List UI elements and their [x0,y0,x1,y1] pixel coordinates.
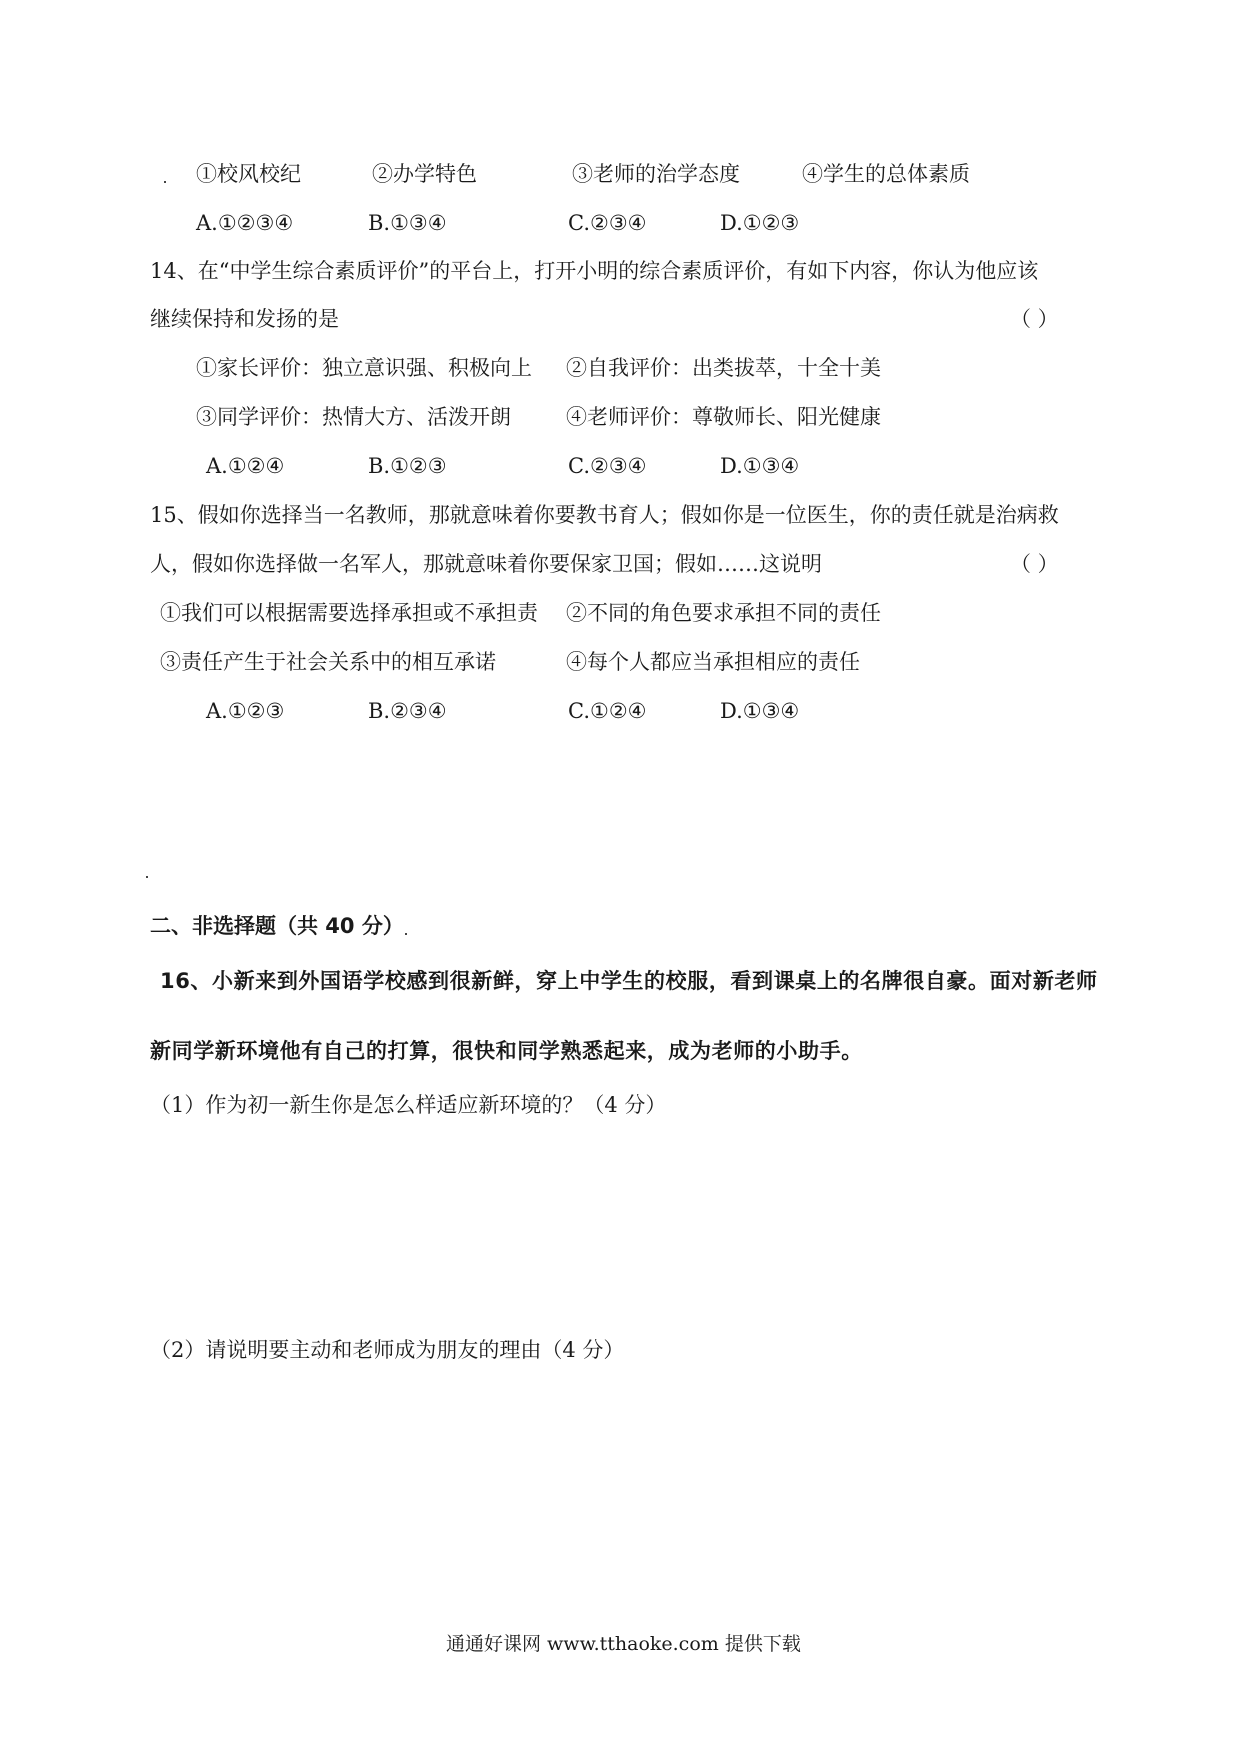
q15-stem-line-1: 15、假如你选择当一名教师，那就意味着你要教书育人；假如你是一位医生，你的责任就是治病救 [150,503,1059,527]
q15-item-3: ③责任产生于社会关系中的相互承诺 [160,650,496,674]
q14-option-b: B.①②③ [368,454,447,478]
q14-stem-line-1: 14、在“中学生综合素质评价”的平台上，打开小明的综合素质评价，有如下内容，你认为他应该 [150,259,1039,283]
q15-option-b: B.②③④ [368,699,447,723]
q14-option-a: A.①②④ [206,454,285,478]
q13-item-2: ②办学特色 [372,162,477,186]
q13-option-d: D.①②③ [720,211,800,235]
q14-answer-blank: （ ） [1010,307,1059,331]
q14-item-2: ②自我评价：出类拔萃，十全十美 [566,356,881,380]
scan-mark [164,181,166,183]
q14-option-d: D.①③④ [720,454,800,478]
q14-stem-line-2: 继续保持和发扬的是 [150,307,339,331]
section-heading: 二、非选择题（共 40 分） [150,914,404,938]
q16-subquestion-2: （2）请说明要主动和老师成为朋友的理由（4 分） [150,1338,625,1362]
q15-item-4: ④每个人都应当承担相应的责任 [566,650,860,674]
q13-option-c: C.②③④ [568,211,647,235]
q15-item-2: ②不同的角色要求承担不同的责任 [566,601,881,625]
q15-option-d: D.①③④ [720,699,800,723]
q13-item-4: ④学生的总体素质 [802,162,970,186]
q16-stem-line-1: 16、小新来到外国语学校感到很新鲜，穿上中学生的校服，看到课桌上的名牌很自豪。面对新老师 [160,969,1098,993]
q15-answer-blank: （ ） [1010,552,1059,576]
q13-item-3: ③老师的治学态度 [572,162,740,186]
footer-source: 通通好课网 www.tthaoke.com 提供下载 [446,1633,801,1655]
q16-subquestion-1: （1）作为初一新生你是怎么样适应新环境的？（4 分） [150,1093,667,1117]
q15-item-1: ①我们可以根据需要选择承担或不承担责 [160,601,538,625]
q15-stem-line-2: 人，假如你选择做一名军人，那就意味着你要保家卫国；假如……这说明 [150,552,822,576]
q16-stem-line-2: 新同学新环境他有自己的打算，很快和同学熟悉起来，成为老师的小助手。 [150,1039,863,1063]
q15-option-a: A.①②③ [206,699,285,723]
q15-option-c: C.①②④ [568,699,647,723]
q14-item-1: ①家长评价：独立意识强、积极向上 [196,356,532,380]
q13-option-b: B.①③④ [368,211,447,235]
q14-item-4: ④老师评价：尊敬师长、阳光健康 [566,405,881,429]
q14-item-3: ③同学评价：热情大方、活泼开朗 [196,405,511,429]
q13-option-a: A.①②③④ [196,211,294,235]
q13-item-1: ①校风校纪 [196,162,301,186]
q14-option-c: C.②③④ [568,454,647,478]
scan-mark [405,933,407,935]
scan-mark [146,876,148,878]
